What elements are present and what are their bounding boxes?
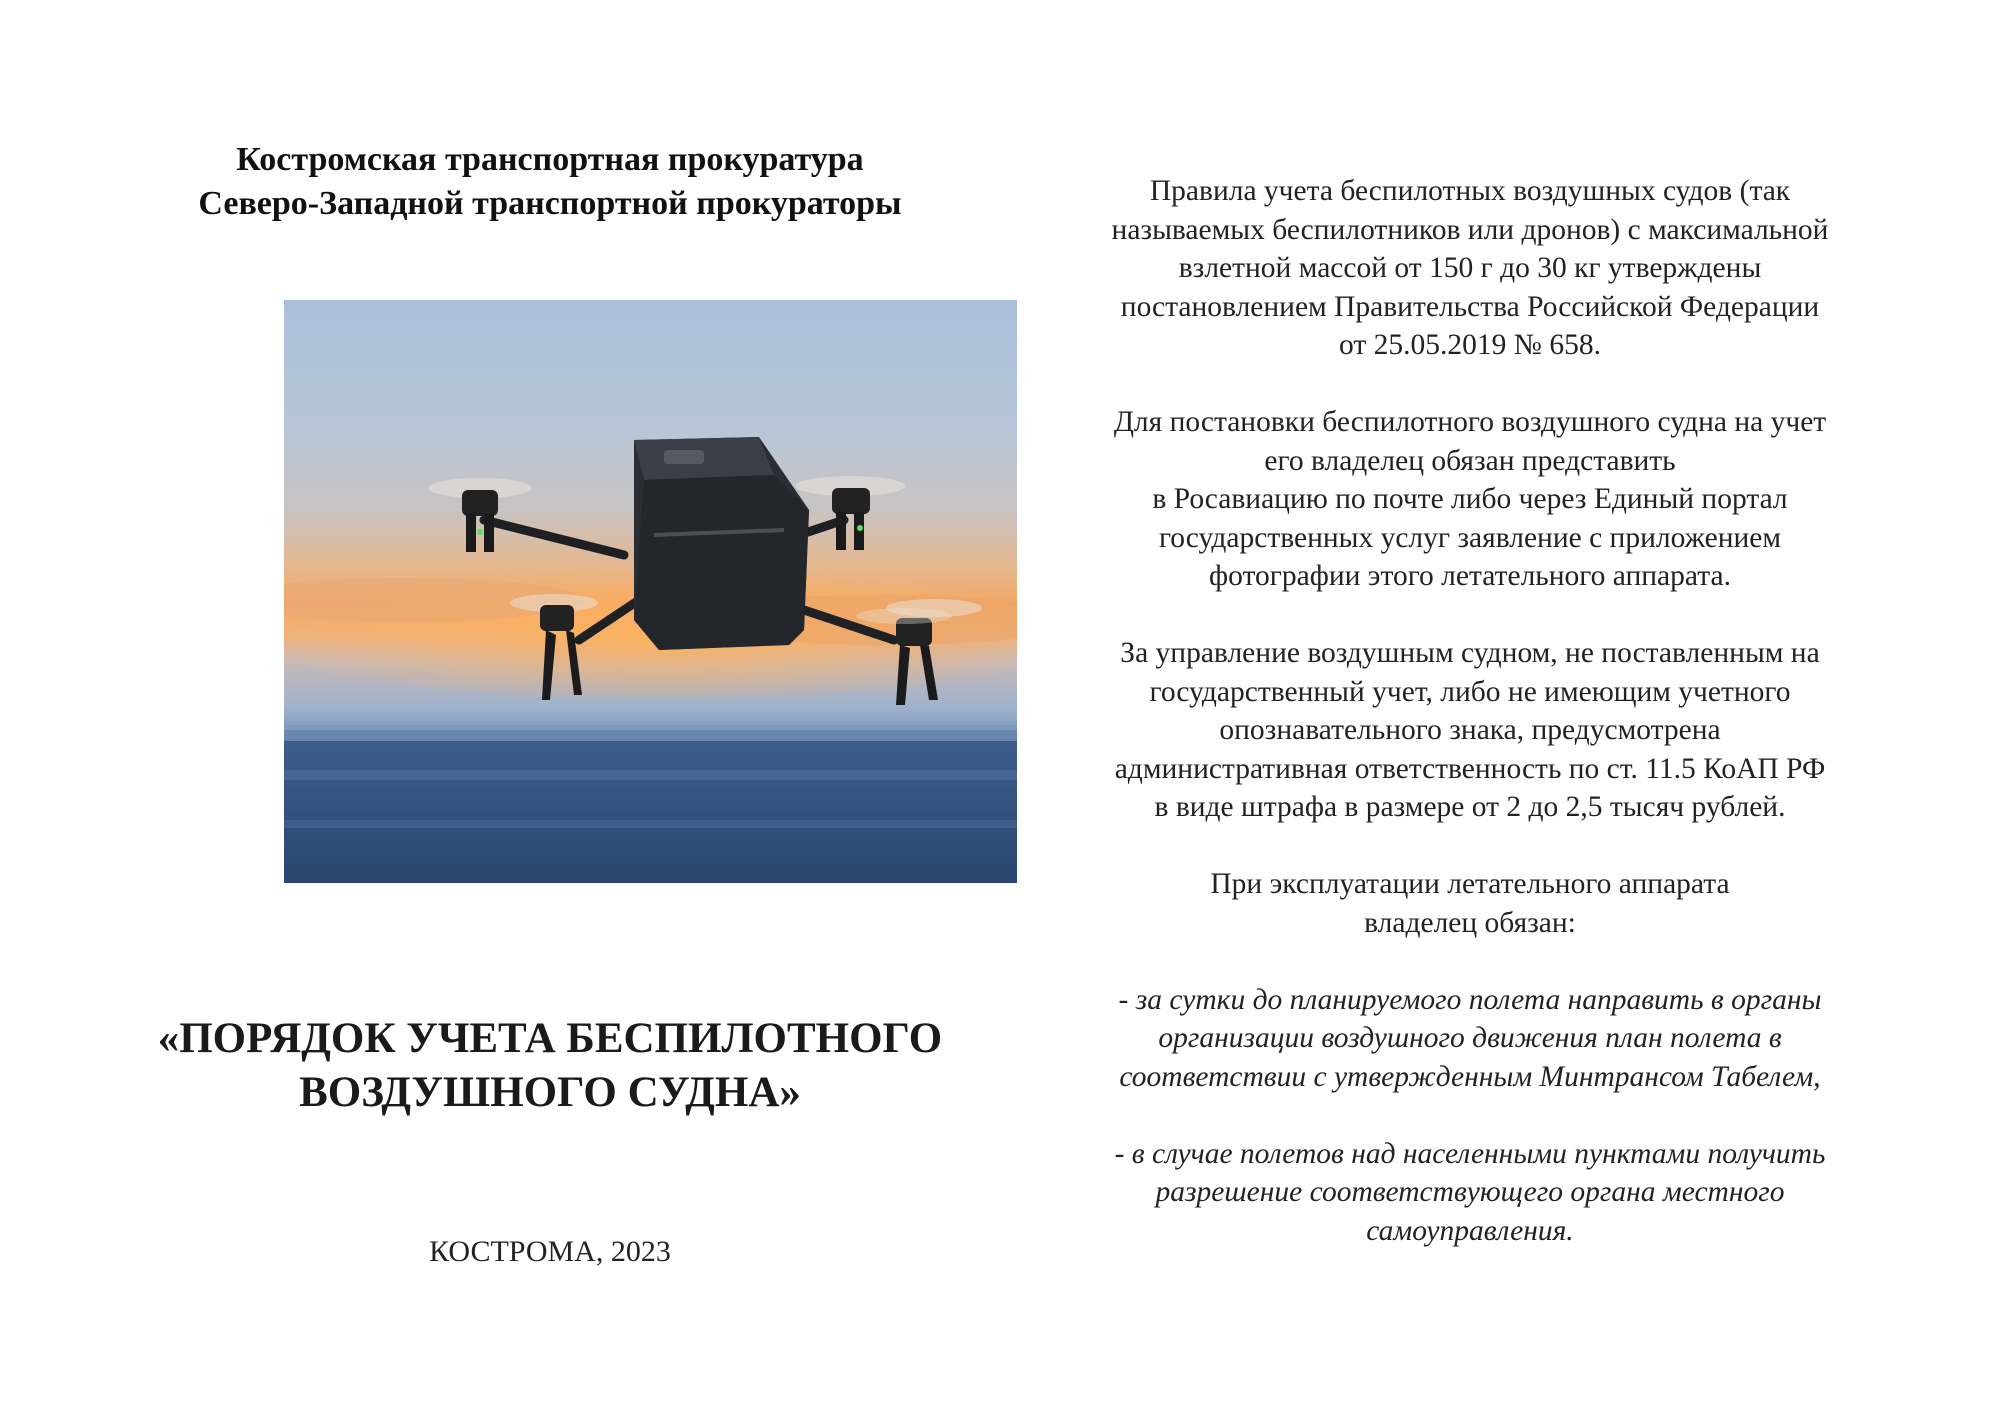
organization-title-line-1: Костромская транспортная прокуратура: [236, 141, 864, 178]
paragraph-line: Правила учета беспилотных воздушных судов (так: [1149, 175, 1791, 207]
paragraph-line: административная ответственность по ст. 11.5 КоАП РФ: [1114, 752, 1826, 785]
paragraph-line: Для постановки беспилотного воздушного судна на учет: [1113, 406, 1827, 438]
organization-title: [100, 138, 1000, 226]
document-title: [100, 1012, 1000, 1120]
paragraph-line: государственных услуг заявление с приложением: [1158, 521, 1782, 554]
obligation-item-flight-plan: [1030, 981, 1910, 1097]
paragraph-line: постановлением Правительства Российской Федерации: [1120, 290, 1820, 323]
paragraph-line: фотографии этого летательного аппарата.: [1209, 560, 1731, 592]
paragraph-line: называемых беспилотников или дронов) с максимальной: [1111, 213, 1829, 246]
paragraph-obligations-intro: [1030, 865, 1910, 942]
paragraph-registration: [1030, 403, 1910, 596]
bullet-line: - в случае полетов над населенными пунктами получить: [1114, 1137, 1826, 1170]
bullet-line: организации воздушного движения план полета в: [1158, 1022, 1782, 1054]
paragraph-line: При эксплуатации летательного аппарата: [1210, 868, 1730, 900]
paragraph-line: его владелец обязан представить: [1264, 444, 1676, 477]
paragraph-liability: [1030, 634, 1910, 827]
paragraph-line: опознавательного знака, предусмотрена: [1219, 714, 1721, 746]
right-panel: [1030, 172, 1910, 1289]
drone-photo: [284, 300, 1017, 883]
paragraph-line: в Росавиацию по почте либо через Единый портал: [1152, 483, 1788, 515]
paragraph-rules: [1030, 172, 1910, 365]
paragraph-line: владелец обязан:: [1364, 906, 1576, 939]
paragraph-line: от 25.05.2019 № 658.: [1339, 329, 1601, 361]
paragraph-line: взлетной массой от 150 г до 30 кг утверждены: [1178, 252, 1762, 284]
organization-title-line-2: Северо-Западной транспортной прокураторы: [198, 185, 902, 222]
paragraph-line: в виде штрафа в размере от 2 до 2,5 тысяч рублей.: [1154, 791, 1786, 823]
bullet-line: соответствии с утвержденным Минтрансом Табелем,: [1119, 1060, 1821, 1093]
document-title-line-1: «ПОРЯДОК УЧЕТА БЕСПИЛОТНОГО: [157, 1015, 943, 1062]
city-year: КОСТРОМА, 2023: [429, 1235, 671, 1268]
bullet-line: разрешение соответствующего органа местного: [1155, 1176, 1785, 1208]
bullet-line: - за сутки до планируемого полета направить в органы: [1118, 983, 1822, 1016]
paragraph-line: За управление воздушным судном, не поставленным на: [1120, 637, 1820, 669]
paragraph-line: государственный учет, либо не имеющим учетного: [1149, 675, 1791, 708]
obligation-item-permission: [1030, 1135, 1910, 1251]
bullet-line: самоуправления.: [1366, 1214, 1574, 1247]
document-title-line-2: ВОЗДУШНОГО СУДНА»: [299, 1069, 801, 1116]
left-panel: [100, 0, 1000, 1414]
